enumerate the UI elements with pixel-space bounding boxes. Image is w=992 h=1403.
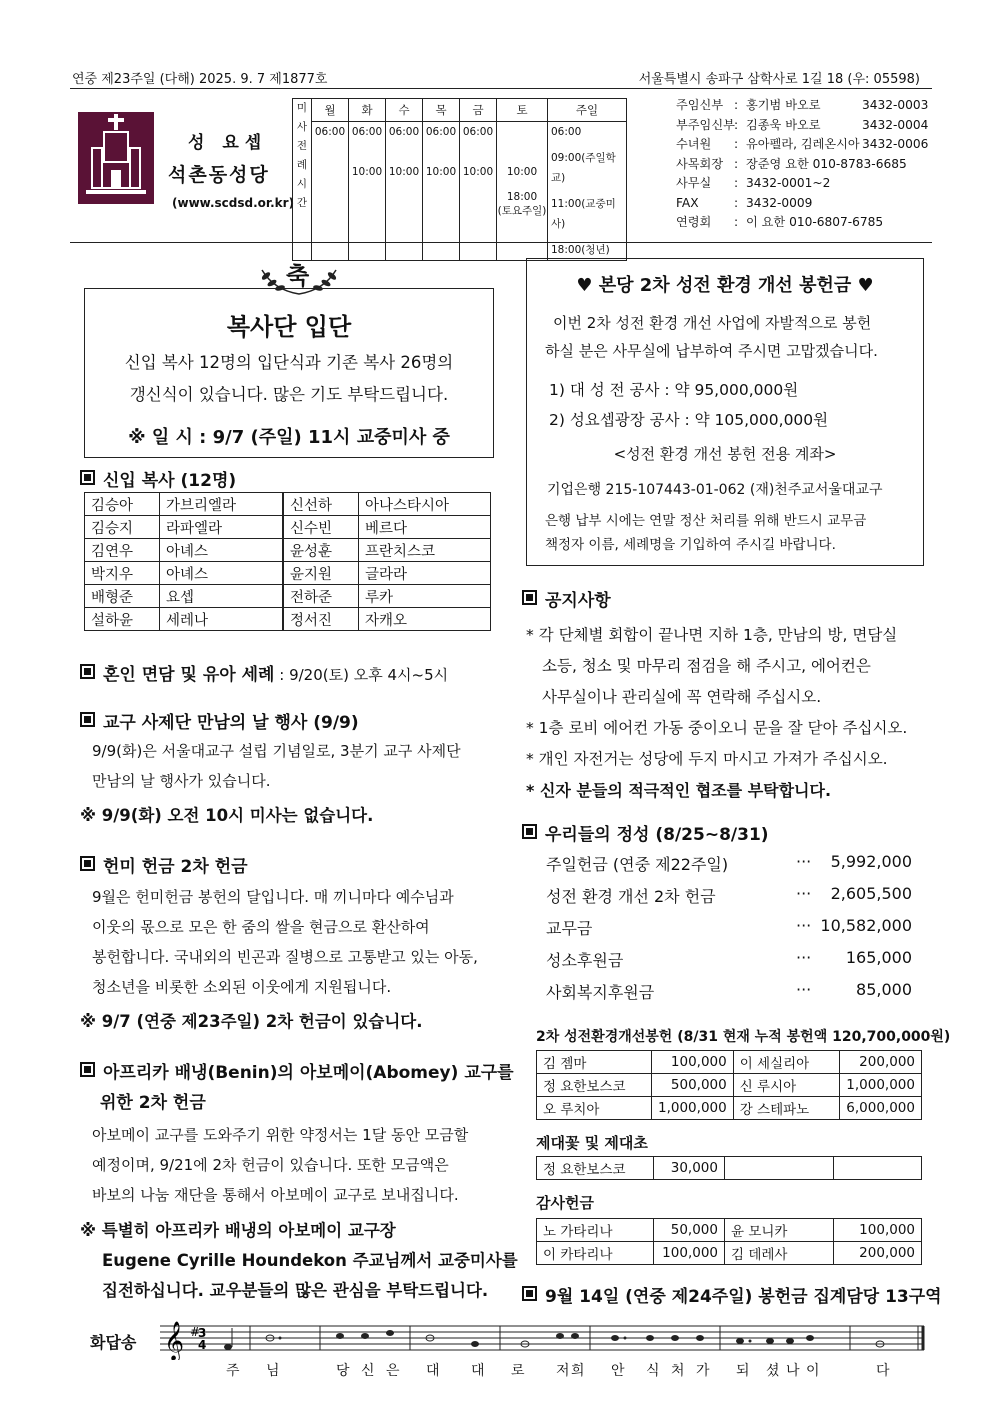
renovation-items: 1) 대 성 전 공사 : 약 95,000,000원 2) 성요셉광장 공사 : 약 105,000,000원 [549, 381, 829, 429]
mass-times-sat: 10:00 18:00 (토요주일) [497, 122, 548, 261]
table-row: 이 카타리나 100,000 김 데레사 200,000 [537, 1242, 922, 1265]
africa-text: 아보메이 교구를 도와주기 위한 약정서는 1달 동안 모금할 예정이며, 9/21에 2차 헌금이 있습니다. 또한 모금액은 바보의 나눔 재단을 통해서 아보메이 교구로 보내집니다. [92, 1126, 469, 1204]
church-name-line1: 성 요셉 [188, 133, 268, 153]
section-heading-africa: 아프리카 배냉(Benin)의 아보메이(Abomey) 교구를 [80, 1058, 514, 1083]
section-square-icon [80, 712, 95, 727]
lyric-syllable: 식 [646, 1363, 660, 1379]
table-row: 김연우 아녜스 윤성훈 프란치스코 [85, 539, 491, 562]
priests-day-note: ※ 9/9(화) 오전 10시 미사는 없습니다. [80, 806, 374, 825]
mass-times-mon: 06:00 [312, 122, 349, 261]
renovation-account: 기업은행 215-107443-01-062 (재)천주교서울대교구 [547, 482, 883, 498]
music-notation-icon [160, 1316, 930, 1360]
day-sun: 주일 [548, 99, 627, 122]
church-website: (www.scdsd.or.kr) [172, 196, 295, 210]
section-square-icon [522, 590, 537, 605]
renovation-title: ♥ 본당 2차 성전 환경 개선 봉헌금 ♥ [576, 275, 874, 296]
list-item: 주일헌금 (연중 제22주일) ··· 5,992,000 [546, 852, 912, 874]
lyric-syllable: 나 [786, 1363, 800, 1379]
table-row: 김승지 라파엘라 신수빈 베르다 [85, 516, 491, 539]
list-item: 성소후원금 ··· 165,000 [546, 948, 912, 970]
donors-table [536, 1050, 922, 1120]
day-sat: 토 [497, 99, 548, 122]
lyric-syllable: 은 [386, 1363, 400, 1379]
altar-table [536, 1156, 922, 1180]
list-item: 성전 환경 개선 2차 헌금 ··· 2,605,500 [546, 884, 912, 906]
section-square-icon [80, 470, 95, 485]
celebration-body-1: 신입 복사 12명의 입단식과 기존 복사 26명의 [124, 353, 454, 372]
day-thu: 목 [423, 99, 460, 122]
notice-item: * 1층 로비 에어컨 가동 중이오니 문을 잘 닫아 주십시오. [526, 719, 908, 737]
notice-item: 소등, 청소 및 마무리 점검을 해 주시고, 에어컨은 [542, 657, 871, 675]
celebration-title: 복사단 입단 [226, 313, 352, 341]
section-square-icon [80, 1062, 95, 1077]
section-heading-offerings: 우리들의 정성 (8/25~8/31) [522, 820, 769, 845]
lyric-syllable: 당 [336, 1363, 350, 1379]
list-item: 교무금 ··· 10,582,000 [546, 916, 912, 938]
section-square-icon [80, 664, 95, 679]
donors-heading: 2차 성전환경개선봉헌 (8/31 현재 누적 봉헌액 120,700,000원) [536, 1029, 951, 1045]
section-heading-rice: 헌미 헌금 2차 헌금 [80, 852, 248, 877]
lyric-syllable: 주 [226, 1363, 240, 1379]
table-row: 배형준 요셉 전하준 루카 [85, 585, 491, 608]
lyric-syllable: 다 [876, 1363, 890, 1379]
svg-text:𝄞: 𝄞 [164, 1321, 185, 1360]
thanks-table [536, 1218, 922, 1265]
table-row: 오 루치아 1,000,000 강 스테파노 6,000,000 [537, 1097, 922, 1120]
lyric-syllable: 처 [671, 1363, 685, 1379]
table-row: 김 젬마 100,000 이 세실리아 200,000 [537, 1051, 922, 1074]
celebration-box [84, 288, 494, 458]
svg-text:4: 4 [198, 1338, 207, 1352]
mass-times-tue: 06:00 10:00 [349, 122, 386, 261]
list-item: 사회복지후원금 ··· 85,000 [546, 980, 912, 1002]
rice-offering-text: 9월은 헌미헌금 봉헌의 달입니다. 매 끼니마다 예수님과 이웃의 몫으로 모은 한 줌의 쌀을 현금으로 환산하여 봉헌합니다. 국내외의 빈곤과 질병으로 고통받고 있는 아동, 청소년을 비롯한 소외된 이웃에게 지원됩니다. [92, 888, 478, 996]
renovation-account-title: <성전 환경 개선 봉헌 전용 계좌> [613, 445, 837, 463]
lyric-syllable: 저 [556, 1363, 570, 1379]
mass-side-label: 미 사 전 례 시 간 [293, 99, 312, 261]
lyric-syllable: 되 [736, 1363, 750, 1379]
day-tue: 화 [349, 99, 386, 122]
section-square-icon [522, 1286, 537, 1301]
lyric-syllable: 님 [266, 1363, 280, 1379]
lyric-syllable: 희 [571, 1363, 585, 1379]
mass-times-sun: 06:00 09:00(주일학교) 11:00(교중미사) 18:00(청년) [548, 122, 627, 261]
header-bottom-divider [70, 242, 932, 243]
church-name-line2: 석촌동성당 [168, 164, 270, 186]
marriage-detail: : 9/20(토) 오후 4시~5시 [274, 666, 449, 684]
church-building-icon [78, 112, 154, 204]
notice-item: * 신자 분들의 적극적인 협조를 부탁합니다. [526, 781, 832, 800]
section-heading-servers: 신입 복사 (12명) [80, 466, 236, 491]
celebration-body-2: 갱신식이 있습니다. 많은 기도 부탁드립니다. [129, 385, 449, 404]
section-square-icon [80, 856, 95, 871]
issue-info: 연중 제23주일 (다해) 2025. 9. 7 제1877호 [72, 72, 328, 87]
section-heading-counting: 9월 14일 (연중 제24주일) 봉헌금 집계담당 13구역 [522, 1282, 942, 1307]
celebration-badge-text: 축 [286, 262, 310, 290]
table-row: 노 가타리나 50,000 윤 모니카 100,000 [537, 1219, 922, 1242]
section-heading-priests-day: 교구 사제단 만남의 날 행사 (9/9) [80, 708, 359, 733]
lyric-syllable: 셨 [766, 1363, 780, 1379]
rice-offering-note: ※ 9/7 (연중 제23주일) 2차 헌금이 있습니다. [80, 1012, 423, 1031]
table-row: 박지우 아녜스 윤지원 글라라 [85, 562, 491, 585]
music-lyrics [160, 1360, 930, 1382]
header-divider [70, 88, 932, 89]
mass-times-thu: 06:00 10:00 [423, 122, 460, 261]
renovation-note: 은행 납부 시에는 연말 정산 처리를 위해 반드시 교무금 책정자 이름, 세례명을 기입하여 주시길 바랍니다. [545, 513, 867, 553]
notices-list [526, 620, 907, 806]
servers-table [84, 492, 491, 631]
music-staff [160, 1316, 930, 1360]
table-row: 설하윤 세레나 정서진 자캐오 [85, 608, 491, 631]
table-row: 김승아 가브리엘라 신선하 아나스타시아 [85, 493, 491, 516]
notice-item: 사무실이나 관리실에 꼭 연락해 주십시오. [542, 688, 822, 706]
day-mon: 월 [312, 99, 349, 122]
church-logo [78, 112, 154, 204]
svg-text:3: 3 [198, 1326, 207, 1340]
mass-times-fri: 06:00 10:00 [460, 122, 497, 261]
lyric-syllable: 신 [361, 1363, 375, 1379]
priests-day-text: 9/9(화)은 서울대교구 설립 기념일로, 3분기 교구 사제단 만남의 날 행사가 있습니다. [92, 742, 461, 790]
lyric-syllable: 대 [426, 1363, 440, 1379]
section-heading-africa-2: 위한 2차 헌금 [100, 1093, 206, 1113]
section-heading-marriage: 혼인 면담 및 유아 세례 : 9/20(토) 오후 4시~5시 [80, 660, 448, 685]
africa-note: ※ 특별히 아프리카 배냉의 아보메이 교구장 Eugene Cyrille Houndekon 주교님께서 교중미사를 집전하십니다. 교우분들의 많은 관심을 부탁드립니다. [80, 1221, 518, 1300]
lyric-syllable: 대 [471, 1363, 485, 1379]
church-address: 서울특별시 송파구 삼학사로 1길 18 (우: 05598) [638, 72, 920, 87]
day-wed: 수 [386, 99, 423, 122]
lyric-syllable: 안 [611, 1363, 625, 1379]
thanks-heading: 감사헌금 [536, 1194, 594, 1212]
celebration-schedule: ※ 일 시 : 9/7 (주일) 11시 교중미사 중 [128, 427, 450, 448]
section-square-icon [522, 824, 537, 839]
notice-item: * 각 단체별 회합이 끝나면 지하 1층, 만남의 방, 면담실 [526, 626, 898, 644]
mass-schedule-table [292, 98, 627, 261]
svg-text:#: # [190, 1325, 201, 1339]
notice-item: * 개인 자전거는 성당에 두지 마시고 가져가 주십시오. [526, 750, 888, 768]
renovation-text: 이번 2차 성전 환경 개선 사업에 자발적으로 봉헌 하실 분은 사무실에 납부하여 주시면 고맙겠습니다. [545, 314, 878, 360]
day-fri: 금 [460, 99, 497, 122]
renovation-box [526, 258, 924, 566]
section-heading-notices: 공지사항 [522, 586, 611, 611]
responsorial-label: 화답송 [90, 1333, 137, 1352]
offerings-list [546, 852, 912, 1012]
altar-heading: 제대꽃 및 제대초 [536, 1134, 648, 1152]
table-row: 정 요한보스코 30,000 [537, 1157, 922, 1180]
lyric-syllable: 가 [696, 1363, 710, 1379]
mass-times-wed: 06:00 10:00 [386, 122, 423, 261]
lyric-syllable: 이 [806, 1363, 820, 1379]
lyric-syllable: 로 [511, 1363, 525, 1379]
table-row: 정 요한보스코 500,000 신 루시아 1,000,000 [537, 1074, 922, 1097]
